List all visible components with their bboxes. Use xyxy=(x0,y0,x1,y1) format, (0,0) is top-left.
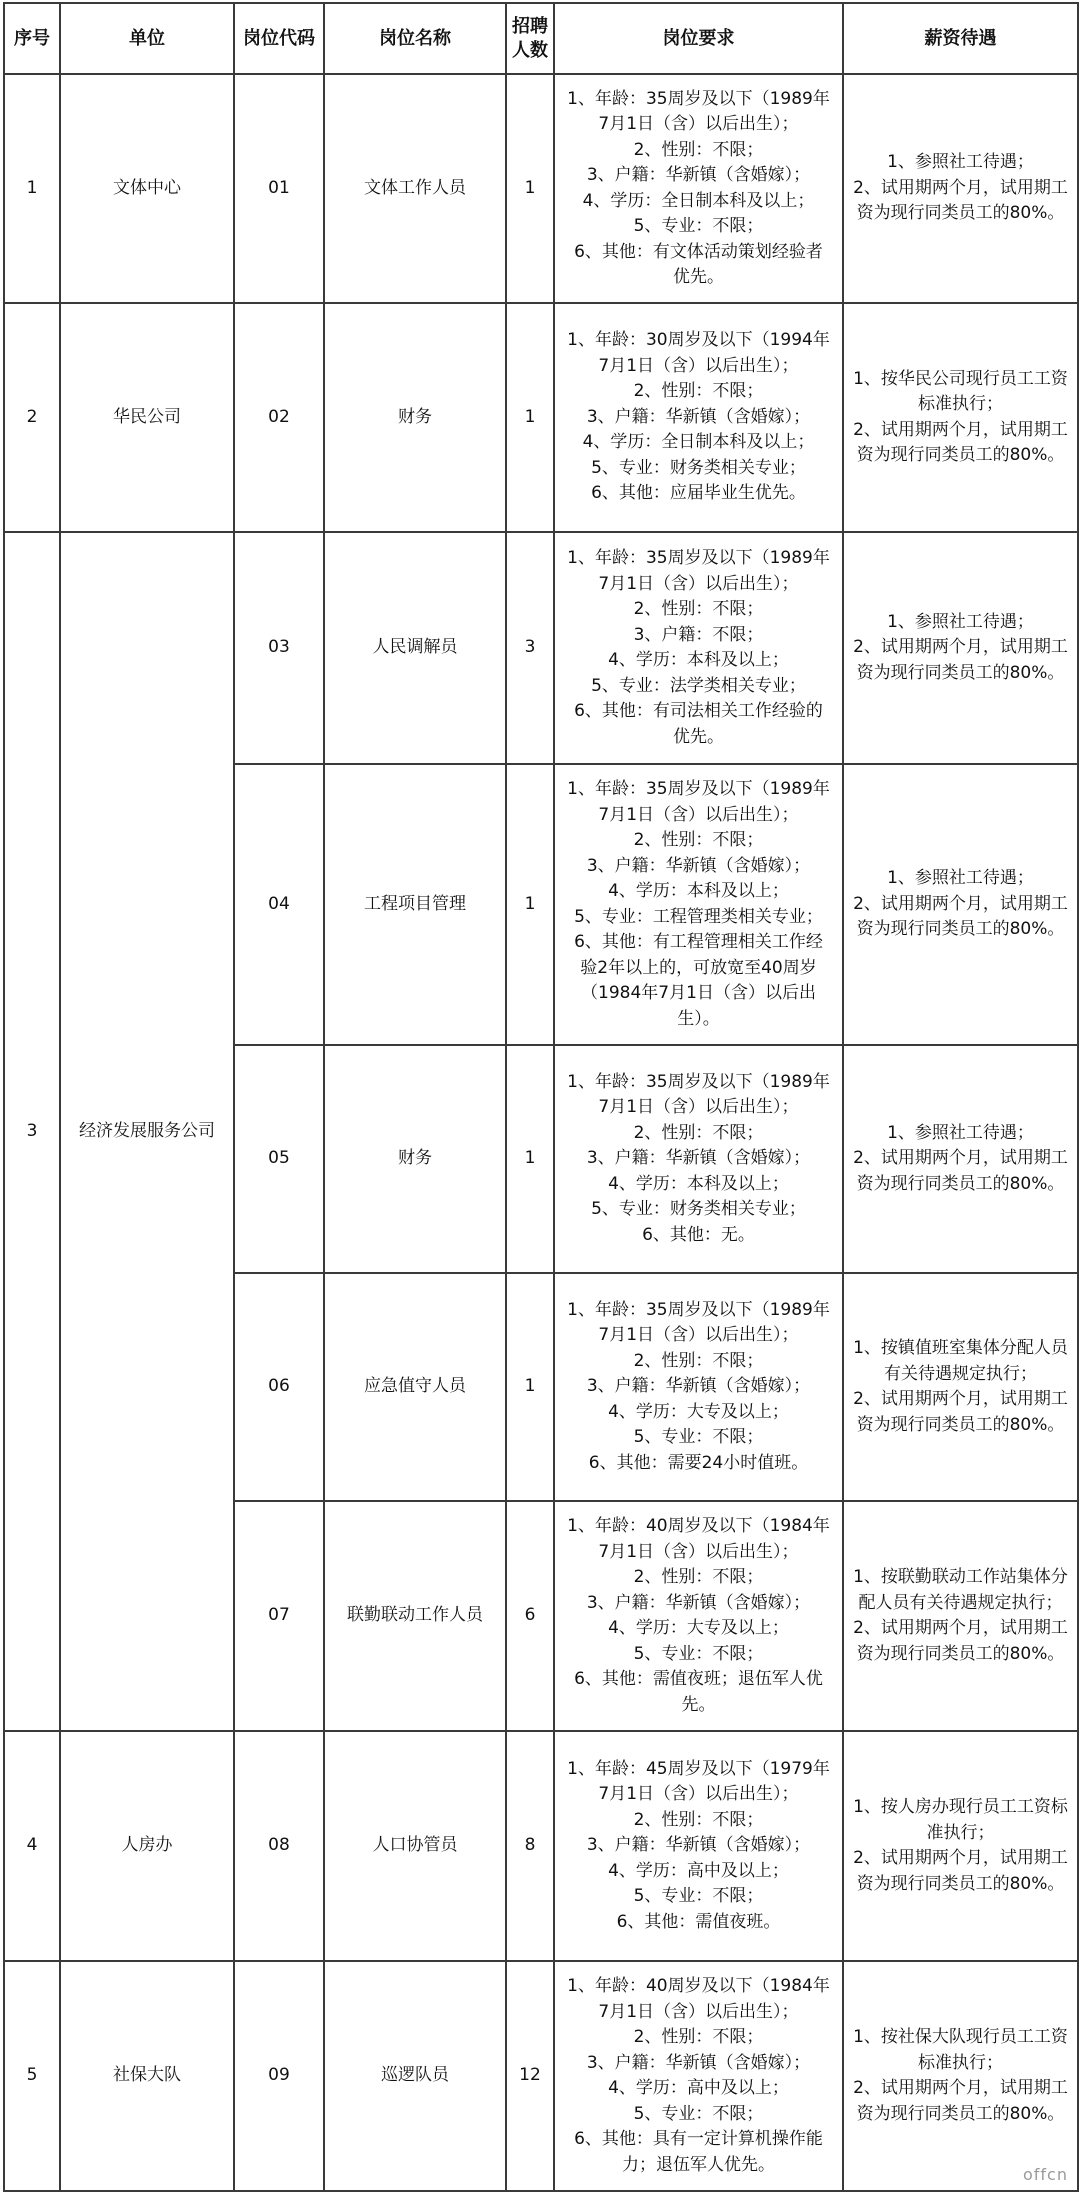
requirement-line: 3、户籍：华新镇（含婚嫁）； xyxy=(586,855,811,876)
row-unit: 人房办 xyxy=(60,1731,234,1961)
offcn-watermark: offcn xyxy=(1023,2165,1068,2184)
salary-line: 资为现行同类员工的80%。 xyxy=(856,1643,1065,1664)
table-row xyxy=(4,303,1078,532)
requirement-line: （1984年7月1日（含）以后出 xyxy=(581,983,816,1003)
row-requirements xyxy=(554,1501,843,1731)
salary-line: 资为现行同类员工的80%。 xyxy=(856,662,1065,683)
salary-line: 准执行； xyxy=(926,1822,995,1843)
salary-line: 资为现行同类员工的80%。 xyxy=(856,1173,1065,1194)
requirement-line: 3、户籍：华新镇（含婚嫁）； xyxy=(586,1376,811,1397)
requirement-line: 2、性别：不限； xyxy=(633,830,764,850)
header-count xyxy=(506,3,554,74)
row-count: 1 xyxy=(506,1045,554,1273)
salary-line: 1、按联勤联动工作站集体分 xyxy=(853,1567,1068,1587)
row-requirements xyxy=(554,1731,843,1961)
requirement-line: 1、年龄：35周岁及以下（1989年 xyxy=(567,1071,830,1092)
row-requirements xyxy=(554,1273,843,1501)
row-salary xyxy=(843,303,1078,532)
salary-line: 1、按人房办现行员工工资标 xyxy=(853,1797,1068,1817)
row-code: 04 xyxy=(234,764,324,1045)
requirement-line: 5、专业：不限； xyxy=(633,1427,764,1448)
row-code: 01 xyxy=(234,74,324,303)
row-count: 3 xyxy=(506,532,554,764)
row-salary xyxy=(843,764,1078,1045)
salary-line: 标准执行； xyxy=(918,394,1003,414)
salary-line: 2、试用期两个月，试用期工 xyxy=(853,1848,1068,1868)
row-count: 1 xyxy=(506,74,554,303)
requirement-line: 优先。 xyxy=(673,726,724,747)
requirement-line: 1、年龄：35周岁及以下（1989年 xyxy=(567,1299,830,1320)
table-row xyxy=(4,1961,1078,2191)
salary-line: 1、参照社工待遇； xyxy=(887,611,1034,632)
header-requirements: 岗位要求 xyxy=(554,3,843,74)
requirement-line: 7月1日（含）以后出生）； xyxy=(598,1325,799,1346)
row-position-name: 联勤联动工作人员 xyxy=(324,1501,506,1731)
requirement-line: 2、性别：不限； xyxy=(633,599,764,619)
salary-line: 资为现行同类员工的80%。 xyxy=(856,2103,1065,2124)
salary-line: 1、参照社工待遇； xyxy=(887,868,1034,889)
requirement-line: 力；退伍军人优先。 xyxy=(622,2154,775,2175)
requirement-line: 4、学历：全日制本科及以上； xyxy=(582,432,815,453)
row-count: 8 xyxy=(506,1731,554,1961)
row-salary xyxy=(843,532,1078,764)
header-seq: 序号 xyxy=(4,3,60,74)
salary-line: 资为现行同类员工的80%。 xyxy=(856,1414,1065,1435)
requirement-line: 1、年龄：45周岁及以下（1979年 xyxy=(567,1758,830,1779)
requirement-line: 6、其他：应届毕业生优先。 xyxy=(591,483,806,504)
requirement-line: 5、专业：不限； xyxy=(633,1643,764,1664)
salary-line: 2、试用期两个月，试用期工 xyxy=(853,2078,1068,2098)
salary-line: 2、试用期两个月，试用期工 xyxy=(853,419,1068,440)
requirement-line: 1、年龄：40周岁及以下（1984年 xyxy=(567,1516,830,1536)
row-unit: 文体中心 xyxy=(60,74,234,303)
salary-line: 资为现行同类员工的80%。 xyxy=(856,919,1065,940)
row-salary xyxy=(843,1961,1078,2191)
row-position-name: 财务 xyxy=(324,303,506,532)
row-code: 07 xyxy=(234,1501,324,1731)
row-salary xyxy=(843,1273,1078,1501)
header-name: 岗位名称 xyxy=(324,3,506,74)
row-unit: 社保大队 xyxy=(60,1961,234,2191)
requirement-line: 1、年龄：40周岁及以下（1984年 xyxy=(567,1976,830,1996)
recruitment-table xyxy=(3,2,1079,2192)
row-count: 1 xyxy=(506,1273,554,1501)
row-requirements xyxy=(554,74,843,303)
requirement-line: 4、学历：大专及以上； xyxy=(608,1618,789,1638)
table-row xyxy=(4,1731,1078,1961)
row-requirements xyxy=(554,1961,843,2191)
requirement-line: 5、专业：不限； xyxy=(633,216,764,236)
row-code: 06 xyxy=(234,1273,324,1501)
row-requirements xyxy=(554,764,843,1045)
requirement-line: 7月1日（含）以后出生）； xyxy=(598,1541,799,1562)
header-unit: 单位 xyxy=(60,3,234,74)
row-count: 1 xyxy=(506,303,554,532)
requirement-line: 7月1日（含）以后出生）； xyxy=(598,1784,799,1805)
salary-line: 2、试用期两个月，试用期工 xyxy=(853,177,1068,198)
row-requirements xyxy=(554,303,843,532)
row-requirements xyxy=(554,532,843,764)
requirement-line: 3、户籍：华新镇（含婚嫁）； xyxy=(586,2052,811,2073)
row-seq: 3 xyxy=(4,532,60,1731)
requirement-line: 3、户籍：华新镇（含婚嫁）； xyxy=(586,1592,811,1613)
requirement-line: 1、年龄：30周岁及以下（1994年 xyxy=(567,330,830,351)
row-unit: 华民公司 xyxy=(60,303,234,532)
requirement-line: 3、户籍：华新镇（含婚嫁）； xyxy=(586,1835,811,1856)
row-salary xyxy=(843,1501,1078,1731)
requirement-line: 先。 xyxy=(681,1694,716,1715)
requirement-line: 7月1日（含）以后出生）； xyxy=(598,355,799,376)
salary-line: 标准执行； xyxy=(918,2052,1003,2073)
row-code: 03 xyxy=(234,532,324,764)
header-row xyxy=(4,3,1078,74)
requirement-line: 1、年龄：35周岁及以下（1989年 xyxy=(567,779,830,799)
salary-line: 1、参照社工待遇； xyxy=(887,1122,1034,1143)
requirement-line: 5、专业：财务类相关专业； xyxy=(591,1199,806,1220)
requirement-line: 4、学历：高中及以上； xyxy=(608,2078,789,2098)
row-unit: 经济发展服务公司 xyxy=(60,532,234,1731)
requirement-line: 6、其他：有司法相关工作经验的 xyxy=(574,701,823,721)
requirement-line: 3、户籍：华新镇（含婚嫁）； xyxy=(586,165,811,185)
requirement-line: 3、户籍：华新镇（含婚嫁）； xyxy=(586,406,811,427)
requirement-line: 2、性别：不限； xyxy=(633,139,764,160)
requirement-line: 2、性别：不限； xyxy=(633,2027,764,2047)
requirement-line: 4、学历：本科及以上； xyxy=(608,650,789,670)
salary-line: 2、试用期两个月，试用期工 xyxy=(853,893,1068,914)
requirement-line: 7月1日（含）以后出生）； xyxy=(598,114,799,134)
row-count: 6 xyxy=(506,1501,554,1731)
row-seq: 2 xyxy=(4,303,60,532)
requirement-line: 4、学历：全日制本科及以上； xyxy=(582,190,815,211)
requirement-line: 2、性别：不限； xyxy=(633,1122,764,1143)
requirement-line: 7月1日（含）以后出生）； xyxy=(598,2001,799,2022)
row-code: 08 xyxy=(234,1731,324,1961)
salary-line: 2、试用期两个月，试用期工 xyxy=(853,1618,1068,1638)
requirement-line: 5、专业：法学类相关专业； xyxy=(591,675,806,696)
requirement-line: 生）。 xyxy=(677,1008,720,1029)
row-count: 12 xyxy=(506,1961,554,2191)
row-position-name: 文体工作人员 xyxy=(324,74,506,303)
header-code: 岗位代码 xyxy=(234,3,324,74)
salary-line: 2、试用期两个月，试用期工 xyxy=(853,1389,1068,1409)
row-requirements xyxy=(554,1045,843,1273)
salary-line: 2、试用期两个月，试用期工 xyxy=(853,637,1068,658)
requirement-line: 4、学历：本科及以上； xyxy=(608,881,789,901)
requirement-line: 1、年龄：35周岁及以下（1989年 xyxy=(567,88,830,109)
salary-line: 1、参照社工待遇； xyxy=(887,152,1034,173)
requirement-line: 6、其他：需值夜班；退伍军人优 xyxy=(574,1669,823,1689)
requirement-line: 4、学历：高中及以上； xyxy=(608,1860,789,1881)
row-seq: 4 xyxy=(4,1731,60,1961)
row-position-name: 财务 xyxy=(324,1045,506,1273)
requirement-line: 3、户籍：不限； xyxy=(633,624,764,645)
salary-line: 2、试用期两个月，试用期工 xyxy=(853,1148,1068,1169)
requirement-line: 6、其他：具有一定计算机操作能 xyxy=(574,2129,823,2149)
requirement-line: 7月1日（含）以后出生）； xyxy=(598,1097,799,1118)
row-position-name: 应急值守人员 xyxy=(324,1273,506,1501)
row-count: 1 xyxy=(506,764,554,1045)
requirement-line: 6、其他：有文体活动策划经验者 xyxy=(574,241,823,262)
row-salary xyxy=(843,1731,1078,1961)
salary-line: 资为现行同类员工的80%。 xyxy=(856,1873,1065,1894)
requirement-line: 7月1日（含）以后出生）； xyxy=(598,804,799,825)
row-position-name: 巡逻队员 xyxy=(324,1961,506,2191)
row-code: 05 xyxy=(234,1045,324,1273)
row-seq: 1 xyxy=(4,74,60,303)
requirement-line: 5、专业：不限； xyxy=(633,1886,764,1907)
salary-line: 资为现行同类员工的80%。 xyxy=(856,445,1065,465)
header-salary: 薪资待遇 xyxy=(843,3,1078,74)
requirement-line: 1、年龄：35周岁及以下（1989年 xyxy=(567,548,830,568)
salary-line: 1、按社保大队现行员工工资 xyxy=(853,2027,1068,2047)
salary-line: 有关待遇规定执行； xyxy=(884,1363,1037,1384)
requirement-line: 2、性别：不限； xyxy=(633,1809,764,1830)
row-salary xyxy=(843,74,1078,303)
header-count-line: 招聘 xyxy=(512,15,548,37)
requirement-line: 2、性别：不限； xyxy=(633,381,764,402)
requirement-line: 5、专业：财务类相关专业； xyxy=(591,457,806,478)
requirement-line: 6、其他：需要24小时值班。 xyxy=(588,1452,809,1473)
requirement-line: 3、户籍：华新镇（含婚嫁）； xyxy=(586,1148,811,1169)
row-position-name: 人口协管员 xyxy=(324,1731,506,1961)
requirement-line: 5、专业：工程管理类相关专业； xyxy=(574,906,823,927)
salary-line: 资为现行同类员工的80%。 xyxy=(856,203,1065,224)
table-row xyxy=(4,74,1078,303)
requirement-line: 7月1日（含）以后出生）； xyxy=(598,573,799,594)
requirement-line: 2、性别：不限； xyxy=(633,1567,764,1587)
requirement-line: 6、其他：有工程管理相关工作经 xyxy=(574,932,823,952)
row-position-name: 工程项目管理 xyxy=(324,764,506,1045)
requirement-line: 4、学历：本科及以上； xyxy=(608,1173,789,1194)
row-position-name: 人民调解员 xyxy=(324,532,506,764)
row-seq: 5 xyxy=(4,1961,60,2191)
requirement-line: 6、其他：需值夜班。 xyxy=(616,1911,781,1932)
row-code: 02 xyxy=(234,303,324,532)
requirement-line: 验2年以上的，可放宽至40周岁 xyxy=(580,957,817,978)
salary-line: 1、按镇值班室集体分配人员 xyxy=(853,1338,1068,1358)
header-count-line: 人数 xyxy=(512,39,548,61)
salary-line: 配人员有关待遇规定执行； xyxy=(858,1592,1063,1613)
table-row xyxy=(4,532,1078,764)
salary-line: 1、按华民公司现行员工工资 xyxy=(853,368,1068,389)
row-code: 09 xyxy=(234,1961,324,2191)
requirement-line: 6、其他：无。 xyxy=(642,1224,755,1245)
row-salary xyxy=(843,1045,1078,1273)
requirement-line: 4、学历：大专及以上； xyxy=(608,1401,789,1422)
requirement-line: 优先。 xyxy=(673,267,724,287)
requirement-line: 2、性别：不限； xyxy=(633,1350,764,1371)
requirement-line: 5、专业：不限； xyxy=(633,2103,764,2124)
